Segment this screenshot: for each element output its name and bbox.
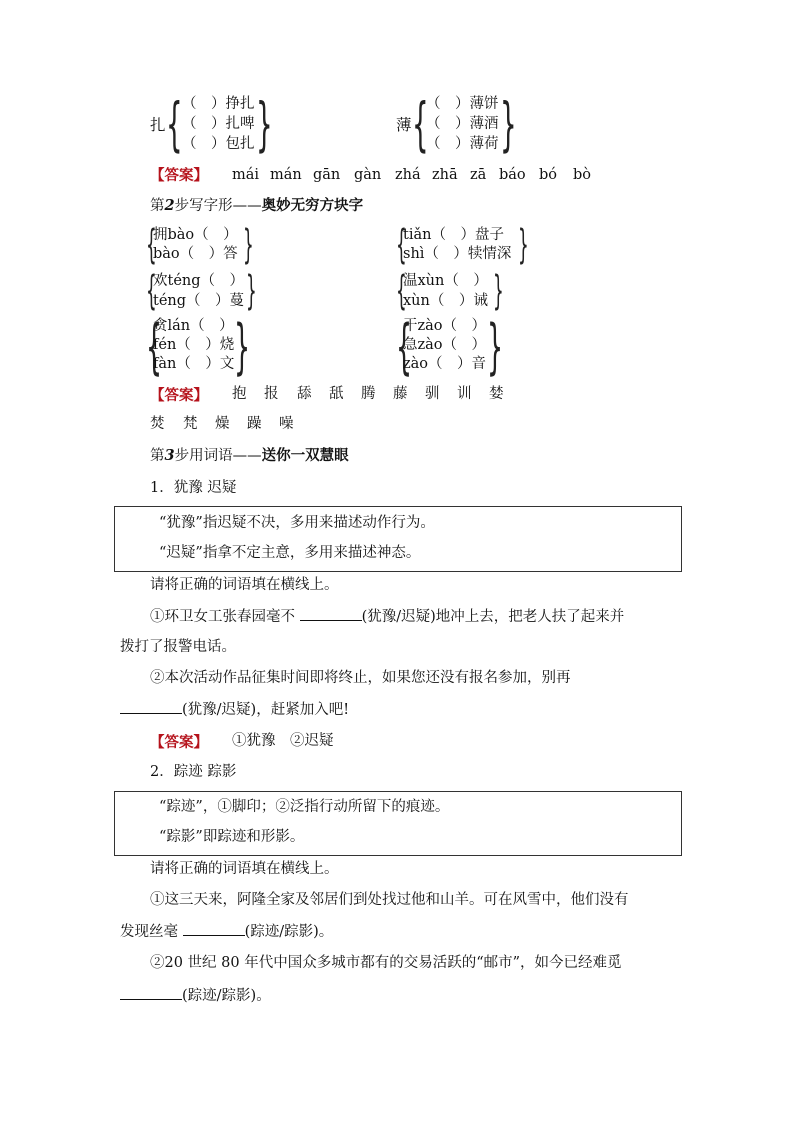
answer-item: 驯 xyxy=(425,386,440,402)
step-2-heading xyxy=(150,196,363,216)
answer-item: 腾 xyxy=(361,386,376,402)
glyph-line: tiǎn（ ）盘子 xyxy=(403,227,504,243)
glyph-line: 欢téng（ ） xyxy=(153,273,245,289)
question-title: 1．犹豫 迟疑 xyxy=(150,480,237,496)
sentence-1 xyxy=(120,921,333,942)
left-brace-icon: { xyxy=(166,90,183,158)
sentence-text: 发现丝毫 xyxy=(120,924,178,940)
sentence-text: (踪迹/踪影)。 xyxy=(182,988,271,1004)
step-3-heading xyxy=(150,446,349,466)
group-head: 扎 xyxy=(150,116,166,134)
glyph-line: fén（ ）烧 xyxy=(153,337,235,353)
right-brace-icon: } xyxy=(234,312,251,382)
sentence-text: (犹豫/迟疑)，赶紧加入吧! xyxy=(182,702,350,718)
group-line: （ ）扎啤 xyxy=(182,116,255,132)
glyph-line: shì（ ）犊情深 xyxy=(403,246,512,262)
step-prefix: 第 xyxy=(150,198,165,214)
group-line: （ ）薄酒 xyxy=(426,116,499,132)
glyph-line: zào（ ）音 xyxy=(403,356,487,372)
answer-label: 【答案】 xyxy=(150,167,208,184)
left-brace-icon: { xyxy=(412,90,429,158)
glyph-line: fàn（ ）文 xyxy=(153,356,235,372)
step-title: 送你一双慧眼 xyxy=(261,447,349,464)
sentence-text: 拨打了报警电话。 xyxy=(120,639,236,655)
answer-item: báo xyxy=(499,167,526,183)
answer-item: zhā xyxy=(432,167,458,183)
answer-item: 藤 xyxy=(393,386,408,402)
left-brace-icon: { xyxy=(396,312,413,382)
answer-item: 抱 xyxy=(232,386,247,402)
fill-blank[interactable] xyxy=(120,699,182,714)
glyph-line: 温xùn（ ） xyxy=(403,273,488,289)
definition-box xyxy=(114,506,682,572)
answer-label: 【答案】 xyxy=(150,387,208,404)
sentence-text: (踪迹/踪影)。 xyxy=(244,924,334,940)
right-brace-icon: } xyxy=(487,312,504,382)
right-brace-icon: } xyxy=(256,90,273,158)
answer-item: bó xyxy=(539,167,558,183)
answer-item: 舐 xyxy=(329,386,344,402)
step-number: 2 xyxy=(164,197,175,214)
right-brace-icon: } xyxy=(518,222,529,268)
answer-item: 焚 xyxy=(150,416,165,432)
glyph-line: xùn（ ）诫 xyxy=(403,293,488,309)
sentence-1 xyxy=(150,606,624,627)
group-line: （ ）包扎 xyxy=(182,136,255,152)
group-line: （ ）挣扎 xyxy=(182,96,255,112)
glyph-line: 急zào（ ） xyxy=(403,337,487,353)
group-line: （ ）薄饼 xyxy=(426,96,499,112)
fill-blank[interactable] xyxy=(300,606,362,621)
fill-blank[interactable] xyxy=(120,985,182,1000)
definition-line: “迟疑”指拿不定主意，多用来描述神态。 xyxy=(159,545,421,561)
definition-line: “踪迹”，①脚印；②泛指行动所留下的痕迹。 xyxy=(159,799,450,815)
sentence-2 xyxy=(120,985,271,1006)
right-brace-icon: } xyxy=(493,268,504,314)
answer-label: 【答案】 xyxy=(150,734,208,751)
step-prefix: 第 xyxy=(150,448,165,464)
glyph-line: bào（ ）答 xyxy=(153,246,238,262)
answer-item: 婪 xyxy=(489,386,504,402)
question-title: 2．踪迹 踪影 xyxy=(150,764,237,780)
group-line: （ ）薄荷 xyxy=(426,136,499,152)
definition-line: “踪影”即踪迹和形影。 xyxy=(159,829,305,845)
step-title: 奥妙无穷方块字 xyxy=(261,197,364,214)
left-brace-icon: { xyxy=(396,268,407,314)
answer-item: 噪 xyxy=(279,416,294,432)
group-head: 薄 xyxy=(396,116,412,134)
answer-item: mái xyxy=(232,167,260,183)
sentence-text: ①环卫女工张春园毫不 xyxy=(150,609,295,625)
answer-item: 训 xyxy=(457,386,472,402)
left-brace-icon: { xyxy=(146,222,157,268)
glyph-line: 拥bào（ ） xyxy=(153,227,238,243)
sentence-2 xyxy=(120,699,349,720)
answer-item: bò xyxy=(573,167,592,183)
sentence-text: ①这三天来，阿隆全家及邻居们到处找过他和山羊。可在风雪中，他们没有 xyxy=(150,892,629,908)
sentence-text: (犹豫/迟疑)地冲上去，把老人扶了起来并 xyxy=(361,609,625,625)
answer-item: 燥 xyxy=(215,416,230,432)
answer-item: 报 xyxy=(264,386,279,402)
glyph-line: téng（ ）蔓 xyxy=(153,293,245,309)
left-brace-icon: { xyxy=(146,312,163,382)
answer-item: 舔 xyxy=(297,386,312,402)
left-brace-icon: { xyxy=(146,268,157,314)
answer-item: mán xyxy=(270,167,302,183)
instruction: 请将正确的词语填在横线上。 xyxy=(150,577,339,593)
right-brace-icon: } xyxy=(243,222,254,268)
answer-item: zā xyxy=(470,167,487,183)
answer-item: zhá xyxy=(395,167,421,183)
left-brace-icon: { xyxy=(396,222,407,268)
definition-line: “犹豫”指迟疑不决，多用来描述动作行为。 xyxy=(159,515,435,531)
fill-blank[interactable] xyxy=(183,921,245,936)
definition-box xyxy=(114,791,682,856)
glyph-line: 干zào（ ） xyxy=(403,318,487,334)
answer-item: gān xyxy=(313,167,341,183)
sentence-text: ②20 世纪 80 年代中国众多城市都有的交易活跃的“邮市”，如今已经难觅 xyxy=(150,955,622,971)
answer-item: gàn xyxy=(354,167,382,183)
step-number: 3 xyxy=(164,447,175,464)
answer-item: 躁 xyxy=(247,416,262,432)
answer-item: 梵 xyxy=(183,416,198,432)
right-brace-icon: } xyxy=(500,90,517,158)
glyph-line: 贪lán（ ） xyxy=(153,318,234,334)
step-middle: 步用词语—— xyxy=(174,448,262,464)
answer-text: ①犹豫 ②迟疑 xyxy=(232,733,334,749)
instruction: 请将正确的词语填在横线上。 xyxy=(150,861,339,877)
right-brace-icon: } xyxy=(246,268,257,314)
sentence-text: ②本次活动作品征集时间即将终止，如果您还没有报名参加，别再 xyxy=(150,670,571,686)
step-middle: 步写字形—— xyxy=(174,198,262,214)
